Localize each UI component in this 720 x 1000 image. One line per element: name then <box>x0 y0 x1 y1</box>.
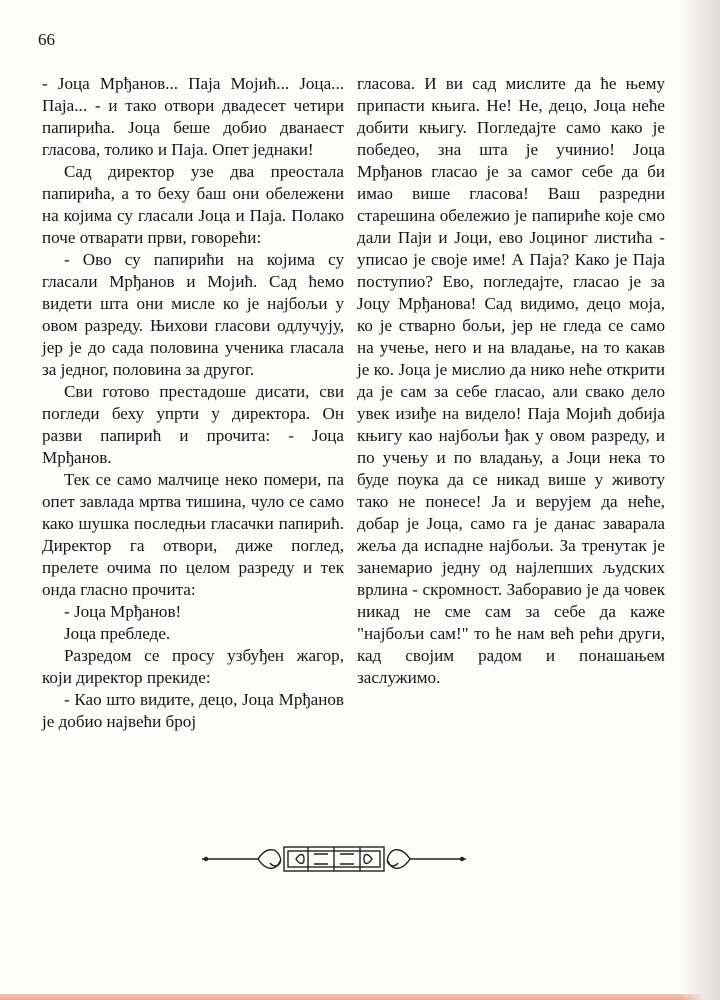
paragraph: - Јоца Мрђанов... Паја Мојић... Јоца... Паја... - и тако отвори двадесет четири папирића. Јоца беше добио дванаест гласова, толико и Паја. Опет једнаки! <box>42 74 344 159</box>
paragraph: - Јоца Мрђанов! <box>64 602 182 621</box>
paragraph: Јоца пребледе. <box>64 624 171 643</box>
paragraph: гласова. И ви сад мислите да ће њему припасти књига. Не! Не, децо, Јоца неће добити књигу. Погледајте само како је победео, зна шта је учинио! Јоца Мрђанов гласао је за самог себе да би имао више гласова! Ваш разредни старешина обележио је папириће које смо дали Паји и Јоци, ево Јоциног листића - уписао је своје име! А Паја? Како је Паја поступио? Ево, погледајте, гласао је за Јоцу Мрђанова! Сад видимо, децо моја, ко је стварно бољи, јер не гледа се само на учење, него и на владање, на то какав је ко. Јоца је мислио да нико неће открити да је сам за себе гласао, али свако дело увек изиђе на видело! Паја Мојић добија књигу као најбољи ђак у овом разреду, и по учењу и по владању, а Јоци нека то буде поука да се никад више у животу тако не понесе! Ја и верујем да неће, добар је Јоца, само га је данас заварала жеља да испадне најбољи. За тренутак је занемарио једну од најлепших људских врлина - скромност. Заборавио је да човек никад не сме сам за себе да каже "најбољи сам!" то ће нам већ рећи други, кад својим радом и понашањем заслужимо. <box>357 74 665 687</box>
paragraph: - Као што видите, децо, Јоца Мрђанов је добио највећи број <box>42 690 344 731</box>
paragraph: Сви готово престадоше дисати, сви погледи беху упрти у директора. Он разви папирић и прочита: - Јоца Мрђанов. <box>42 382 344 467</box>
paragraph: - Ово су папирићи на којима су гласали Мрђанов и Мојић. Сад ћемо видети шта они мисле ко је најбољи у овом разреду. Њихови гласови одлучују, јер је до сада половина ученика гласала за једног, половина за другог. <box>42 250 344 379</box>
right-column <box>357 73 665 689</box>
page-number: 66 <box>38 30 55 49</box>
paragraph: Тек се само малчице неко помери, па опет завлада мртва тишина, чуло се само како шушка последњи гласачки папирић. Директор га отвори, диже поглед, прелете очима по целом разреду и тек онда гласно прочита: <box>42 470 344 599</box>
paragraph: Разредом се просу узбуђен жагор, који директор прекиде: <box>42 646 344 687</box>
left-column <box>42 73 344 733</box>
paragraph: Сад директор узе два преостала папирића, а то беху баш они обележени на којима су гласали Јоца и Паја. Полако поче отварати први, говорећи: <box>42 162 344 247</box>
page-edge <box>0 994 720 1000</box>
ornament-divider-icon <box>200 838 468 880</box>
